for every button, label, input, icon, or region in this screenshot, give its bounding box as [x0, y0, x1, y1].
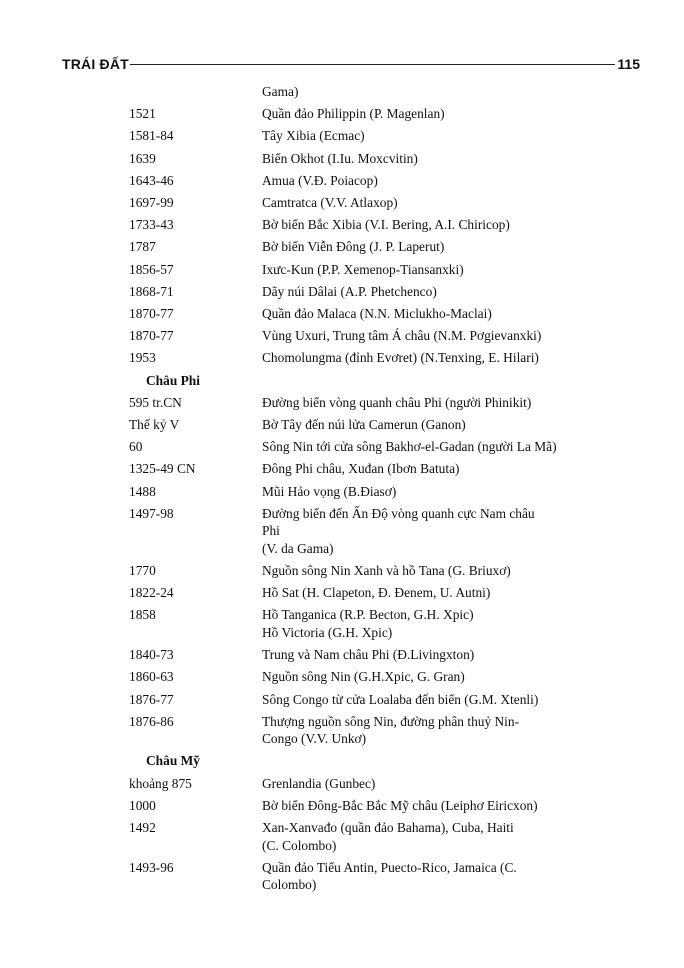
header-rule: [130, 64, 615, 65]
description-line: Biển Okhot (I.Iu. Moxcvitin): [262, 150, 418, 166]
entry-year: 1860-63: [129, 669, 174, 685]
entry-description: [262, 127, 612, 145]
description-line: Ixưc-Kun (P.P. Xemenop-Tiansanxki): [262, 261, 464, 277]
entry-description: [262, 668, 612, 686]
description-line: Hồ Victoria (G.H. Xpic): [262, 624, 393, 640]
entry-year: 1840-73: [129, 647, 174, 663]
entry-description: [262, 797, 612, 815]
description-line: Vùng Uxuri, Trung tâm Á châu (N.M. Pơgievanxki): [262, 328, 542, 344]
description-line: (V. da Gama): [262, 540, 334, 556]
entry-year: 1876-86: [129, 713, 174, 729]
entry-year: 1697-99: [129, 195, 174, 210]
entry-year: khoảng 875: [129, 775, 192, 791]
description-line: Trung và Nam châu Phi (Đ.Livingxton): [262, 647, 475, 663]
running-title: TRÁI ĐẤT: [62, 56, 129, 72]
entry-description: [262, 775, 612, 793]
entry-description: [262, 416, 612, 434]
entry-year: 1000: [129, 797, 156, 813]
entry-description: [262, 713, 612, 748]
description-line: Dãy núi Dâlai (A.P. Phetchenco): [262, 283, 437, 299]
description-line: Quần đảo Malaca (N.N. Miclukho-Maclai): [262, 306, 492, 321]
entry-description: [262, 460, 612, 478]
entry-description: [262, 562, 612, 580]
description-line: Bờ biển Viễn Đông (J. P. Laperut): [262, 239, 445, 255]
entry-year: 1733-43: [129, 217, 174, 233]
entry-year: 1787: [129, 239, 156, 255]
entry-description: [262, 305, 612, 323]
entry-description: [262, 819, 612, 854]
description-line: Bờ biển Đông-Bắc Bắc Mỹ châu (Leiphơ Eiricxon): [262, 797, 538, 813]
description-line: Quần đảo Tiểu Antin, Puecto-Rico, Jamaica (C.: [262, 859, 517, 875]
entry-year: 1488: [129, 483, 156, 499]
description-line: Hồ Sat (H. Clapeton, Đ. Đenem, U. Autni): [262, 585, 491, 601]
entry-description: [262, 394, 612, 412]
entry-year: 1868-71: [129, 283, 174, 299]
entry-description: [262, 327, 612, 345]
entry-description: [262, 505, 612, 558]
entry-year: 1856-57: [129, 261, 174, 277]
description-line: Nguồn sông Nin (G.H.Xpic, G. Gran): [262, 669, 465, 685]
entry-description: [262, 83, 612, 101]
description-line: Thượng nguồn sông Nin, đường phân thuỷ Nin-: [262, 713, 520, 729]
entry-year: 1521: [129, 106, 156, 122]
description-line: Đường biển đến Ấn Độ vòng quanh cực Nam châu: [262, 505, 535, 521]
description-line: Bờ biển Bắc Xibia (V.I. Bering, A.I. Chiricop): [262, 217, 510, 233]
entry-description: [262, 859, 612, 894]
description-line: Tây Xibia (Ecmac): [262, 128, 365, 144]
entry-description: [262, 172, 612, 190]
entry-year: 595 tr.CN: [129, 394, 182, 410]
entry-year: 1493-96: [129, 859, 174, 875]
entry-description: [262, 216, 612, 234]
description-line: Chomolungma (đỉnh Evơret) (N.Tenxing, E. Hilari): [262, 350, 539, 366]
description-line: Colombo): [262, 877, 317, 893]
description-line: Đường biển vòng quanh châu Phi (người Phinikit): [262, 394, 532, 410]
entry-year: 1492: [129, 820, 156, 835]
entry-description: [262, 105, 612, 123]
entry-description: [262, 483, 612, 501]
running-header: [62, 54, 640, 74]
description-line: Mũi Hảo vọng (B.Điasơ): [262, 483, 397, 499]
entry-year: 1870-77: [129, 306, 174, 321]
entry-year: 1876-77: [129, 691, 174, 707]
description-line: Camtratca (V.V. Atlaxop): [262, 195, 398, 210]
description-line: Sông Nin tới cửa sông Bakhơ-el-Gadan (người La Mã): [262, 439, 557, 455]
entry-year: 1581-84: [129, 128, 174, 144]
description-line: Grenlandia (Gunbec): [262, 775, 376, 791]
description-line: Đông Phi châu, Xuđan (Ibơn Batuta): [262, 461, 460, 477]
description-line: Amua (V.Đ. Poiacop): [262, 172, 378, 188]
description-line: Xan-Xanvađo (quần đảo Bahama), Cuba, Haiti: [262, 820, 514, 835]
entry-year: 1870-77: [129, 328, 174, 344]
description-line: Gama): [262, 84, 299, 99]
description-line: Congo (V.V. Unkơ): [262, 731, 367, 747]
page-number: 115: [617, 56, 640, 72]
entry-description: [262, 349, 612, 367]
entry-description: [262, 238, 612, 256]
section-heading: Châu Mỹ: [146, 753, 200, 769]
entry-year: 1497-98: [129, 505, 174, 521]
entry-description: [262, 646, 612, 664]
description-line: Hồ Tanganica (R.P. Becton, G.H. Xpic): [262, 607, 474, 623]
entry-description: [262, 261, 612, 279]
description-line: (C. Colombo): [262, 837, 337, 853]
description-line: Sông Congo từ cửa Loalaba đến biển (G.M. Xtenli): [262, 691, 539, 707]
description-line: Bờ Tây đến núi lửa Camerun (Ganon): [262, 417, 466, 432]
entry-year: 1858: [129, 607, 156, 623]
entry-year: 1770: [129, 563, 156, 578]
entry-year: 1325-49 CN: [129, 461, 196, 477]
description-line: Phi: [262, 523, 280, 539]
entry-description: [262, 691, 612, 709]
description-line: Nguồn sông Nin Xanh và hồ Tana (G. Briuxơ): [262, 563, 511, 578]
entry-year: 1953: [129, 350, 156, 366]
entry-year: 1822-24: [129, 585, 174, 601]
entry-year: 1639: [129, 150, 156, 166]
entry-description: [262, 194, 612, 212]
section-heading: Châu Phi: [146, 372, 200, 388]
entry-description: [262, 606, 612, 641]
entry-description: [262, 283, 612, 301]
entry-year: Thế kỷ V: [129, 417, 180, 432]
entry-year: 60: [129, 439, 143, 455]
description-line: Quần đảo Philippin (P. Magenlan): [262, 106, 445, 122]
entry-description: [262, 438, 612, 456]
entry-description: [262, 150, 612, 168]
entry-description: [262, 584, 612, 602]
entry-year: 1643-46: [129, 172, 174, 188]
